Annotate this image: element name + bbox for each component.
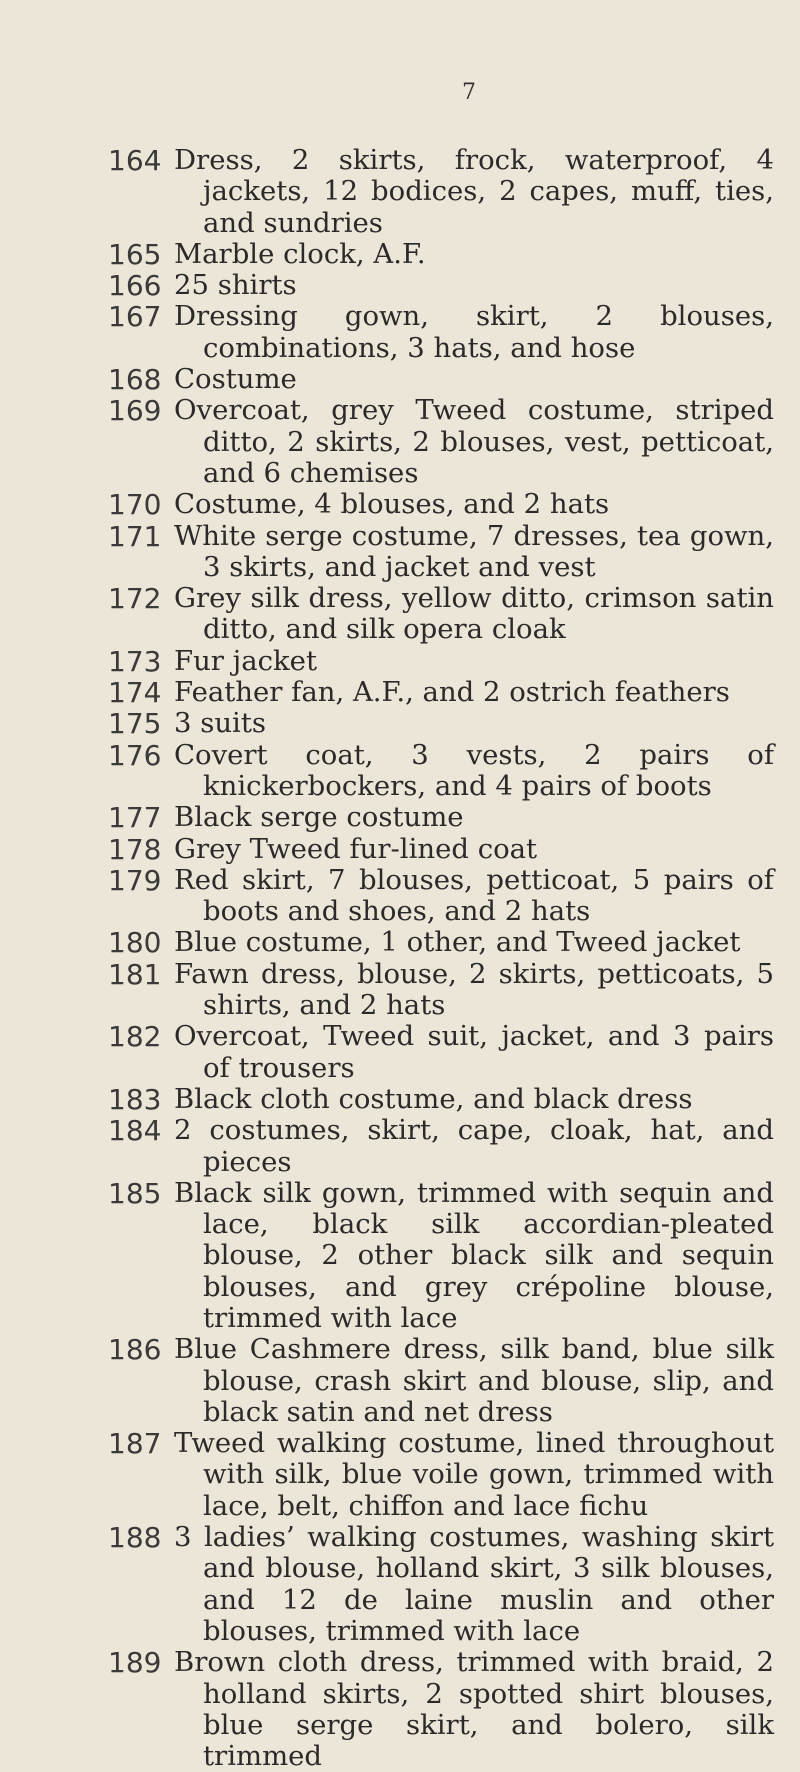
lot-number: 172 bbox=[108, 582, 162, 616]
lot-entry bbox=[0, 1428, 800, 1522]
lot-number: 174 bbox=[108, 676, 162, 710]
lot-number: 187 bbox=[108, 1427, 162, 1461]
lot-description: Tweed walking costume, lined throughout with silk, blue voile gown, trimmed with lace, belt, chiffon and lace fichu bbox=[174, 1427, 774, 1522]
lot-number: 182 bbox=[108, 1020, 162, 1054]
lot-description: Feather fan, A.F., and 2 ostrich feathers bbox=[174, 676, 730, 709]
lot-entry bbox=[0, 1115, 800, 1178]
lot-number: 181 bbox=[108, 957, 162, 991]
lot-description: Overcoat, Tweed suit, jacket, and 3 pairs of trousers bbox=[174, 1020, 774, 1084]
lot-description: Costume, 4 blouses, and 2 hats bbox=[174, 488, 610, 521]
lot-number: 166 bbox=[108, 269, 162, 303]
lot-entry bbox=[0, 1334, 800, 1428]
lot-number: 164 bbox=[108, 144, 162, 177]
lot-entry bbox=[0, 1021, 800, 1084]
lot-entry bbox=[0, 708, 800, 739]
lot-number: 169 bbox=[108, 394, 162, 428]
lot-description: Costume bbox=[174, 363, 297, 396]
lot-description: Black cloth costume, and black dress bbox=[174, 1082, 693, 1115]
lot-entry bbox=[0, 521, 800, 584]
lot-entry bbox=[0, 1084, 800, 1115]
page-number: 7 bbox=[462, 80, 476, 105]
lot-entry bbox=[0, 802, 800, 833]
lot-number: 168 bbox=[108, 363, 162, 397]
lot-entry bbox=[0, 865, 800, 928]
lot-description: Black serge costume bbox=[174, 801, 464, 834]
lot-description: Covert coat, 3 vests, 2 pairs of knickerbockers, and 4 pairs of boots bbox=[174, 738, 774, 802]
lot-number: 177 bbox=[108, 801, 162, 835]
lot-number: 188 bbox=[108, 1521, 162, 1555]
lot-entry bbox=[0, 1647, 800, 1772]
lot-number: 185 bbox=[108, 1176, 162, 1210]
lot-entry bbox=[0, 677, 800, 708]
lot-entry bbox=[0, 740, 800, 803]
lot-number: 171 bbox=[108, 519, 162, 553]
lot-number: 180 bbox=[108, 926, 162, 960]
lot-entry bbox=[0, 145, 800, 239]
lot-entry bbox=[0, 270, 800, 301]
lot-number: 165 bbox=[108, 237, 162, 271]
lot-number: 186 bbox=[108, 1333, 162, 1367]
lot-description: Dressing gown, skirt, 2 blouses, combinations, 3 hats, and hose bbox=[174, 300, 774, 364]
lot-description: Grey Tweed fur-lined coat bbox=[174, 832, 538, 865]
lot-description: 2 costumes, skirt, cape, cloak, hat, and pieces bbox=[174, 1114, 774, 1178]
lot-number: 178 bbox=[108, 832, 162, 866]
lot-description: Grey silk dress, yellow ditto, crimson satin ditto, and silk opera cloak bbox=[174, 582, 774, 646]
lot-number: 175 bbox=[108, 707, 162, 741]
lot-entry bbox=[0, 239, 800, 270]
lot-description: Overcoat, grey Tweed costume, striped ditto, 2 skirts, 2 blouses, vest, petticoat, and 6 chemises bbox=[174, 394, 774, 489]
lot-entry bbox=[0, 364, 800, 395]
lot-entry bbox=[0, 959, 800, 1022]
lot-entry bbox=[0, 834, 800, 865]
lot-list bbox=[0, 145, 800, 1772]
lot-description: White serge costume, 7 dresses, tea gown, 3 skirts, and jacket and vest bbox=[174, 519, 774, 583]
lot-description: Marble clock, A.F. bbox=[174, 237, 426, 270]
lot-entry bbox=[0, 1178, 800, 1334]
lot-number: 170 bbox=[108, 488, 162, 522]
lot-number: 167 bbox=[108, 300, 162, 334]
lot-entry bbox=[0, 1522, 800, 1647]
lot-description: Black silk gown, trimmed with sequin and lace, black silk accordian-pleated blouse, 2 other black silk and sequin blouses, and grey crépoline blouse, trimmed with lace bbox=[174, 1176, 774, 1334]
lot-entry bbox=[0, 583, 800, 646]
lot-description: Blue costume, 1 other, and Tweed jacket bbox=[174, 926, 741, 959]
lot-entry bbox=[0, 927, 800, 958]
lot-number: 176 bbox=[108, 738, 162, 772]
lot-description: Dress, 2 skirts, frock, waterproof, 4 jackets, 12 bodices, 2 capes, muff, ties, and sundries bbox=[174, 144, 774, 239]
lot-description: 3 suits bbox=[174, 707, 267, 740]
lot-description: Red skirt, 7 blouses, petticoat, 5 pairs of boots and shoes, and 2 hats bbox=[174, 863, 774, 928]
lot-number: 173 bbox=[108, 644, 162, 678]
lot-description: Blue Cashmere dress, silk band, blue silk blouse, crash skirt and blouse, slip, and black satin and net dress bbox=[174, 1333, 774, 1428]
lot-number: 189 bbox=[108, 1646, 162, 1680]
lot-entry bbox=[0, 489, 800, 520]
lot-description: Fawn dress, blouse, 2 skirts, petticoats, 5 shirts, and 2 hats bbox=[174, 957, 774, 1022]
lot-description: Brown cloth dress, trimmed with braid, 2 holland skirts, 2 spotted shirt blouses, blue serge skirt, and bolero, silk trimmed bbox=[174, 1646, 774, 1772]
lot-number: 184 bbox=[108, 1114, 162, 1148]
lot-number: 183 bbox=[108, 1082, 162, 1116]
lot-entry bbox=[0, 646, 800, 677]
lot-description: 3 ladies’ walking costumes, washing skirt and blouse, holland skirt, 3 silk blouses, and 12 de laine muslin and other blouses, trimmed with lace bbox=[174, 1521, 774, 1647]
lot-entry bbox=[0, 395, 800, 489]
lot-number: 179 bbox=[108, 863, 162, 897]
lot-entry bbox=[0, 301, 800, 364]
lot-description: Fur jacket bbox=[174, 644, 317, 677]
lot-description: 25 shirts bbox=[174, 269, 297, 302]
